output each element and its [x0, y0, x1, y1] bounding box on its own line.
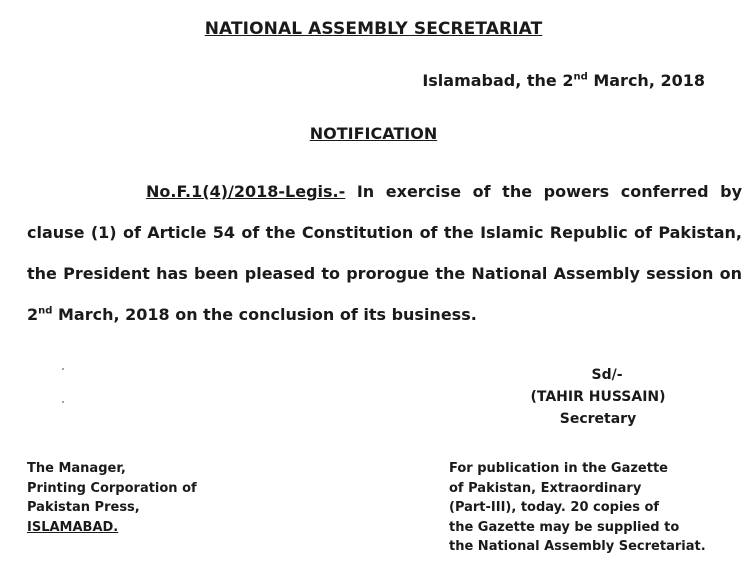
instructions-line-2: of Pakistan, Extraordinary [449, 480, 642, 496]
signature-sd: Sd/- [591, 367, 623, 383]
instructions-line-3: (Part-III), today. 20 copies of [449, 500, 660, 515]
signatory-designation: Secretary [559, 411, 637, 427]
notification-reference: No.F.1(4)/2018-Legis.- [146, 182, 346, 201]
addressee-block [27, 459, 197, 537]
body-text-part1: In exercise of the powers conferred by clause (1) of Article 54 of the Constitution of the Islamic Republic of Pakistan, the President has been pleased to prorogue the National Assembly session on 2 [27, 182, 742, 324]
body-date-superscript: nd [38, 305, 53, 317]
notification-title: NOTIFICATION [309, 124, 438, 143]
addressee-line-3: Pakistan Press, [27, 500, 140, 515]
place-date-line [422, 71, 705, 90]
instructions-line-1: For publication in the Gazette [449, 461, 668, 476]
signature-block [498, 364, 698, 430]
scan-speck [62, 401, 64, 403]
addressee-line-2: Printing Corporation of [27, 480, 197, 496]
signatory-name: (TAHIR HUSSAIN) [530, 389, 666, 405]
addressee-city: ISLAMABAD. [27, 519, 119, 535]
scan-speck [62, 368, 64, 370]
publication-instructions [449, 459, 744, 557]
place-date-superscript: nd [573, 71, 588, 83]
addressee-line-1: The Manager, [27, 461, 126, 476]
notification-body [27, 171, 742, 335]
place-date-prefix: Islamabad, the 2 [422, 71, 574, 90]
instructions-line-4: the Gazette may be supplied to [449, 519, 680, 535]
document-heading: NATIONAL ASSEMBLY SECRETARIAT [204, 19, 543, 39]
instructions-line-5: the National Assembly Secretariat. [449, 539, 706, 554]
body-text-part2: March, 2018 on the conclusion of its business. [52, 305, 477, 324]
place-date-suffix: March, 2018 [587, 71, 705, 90]
